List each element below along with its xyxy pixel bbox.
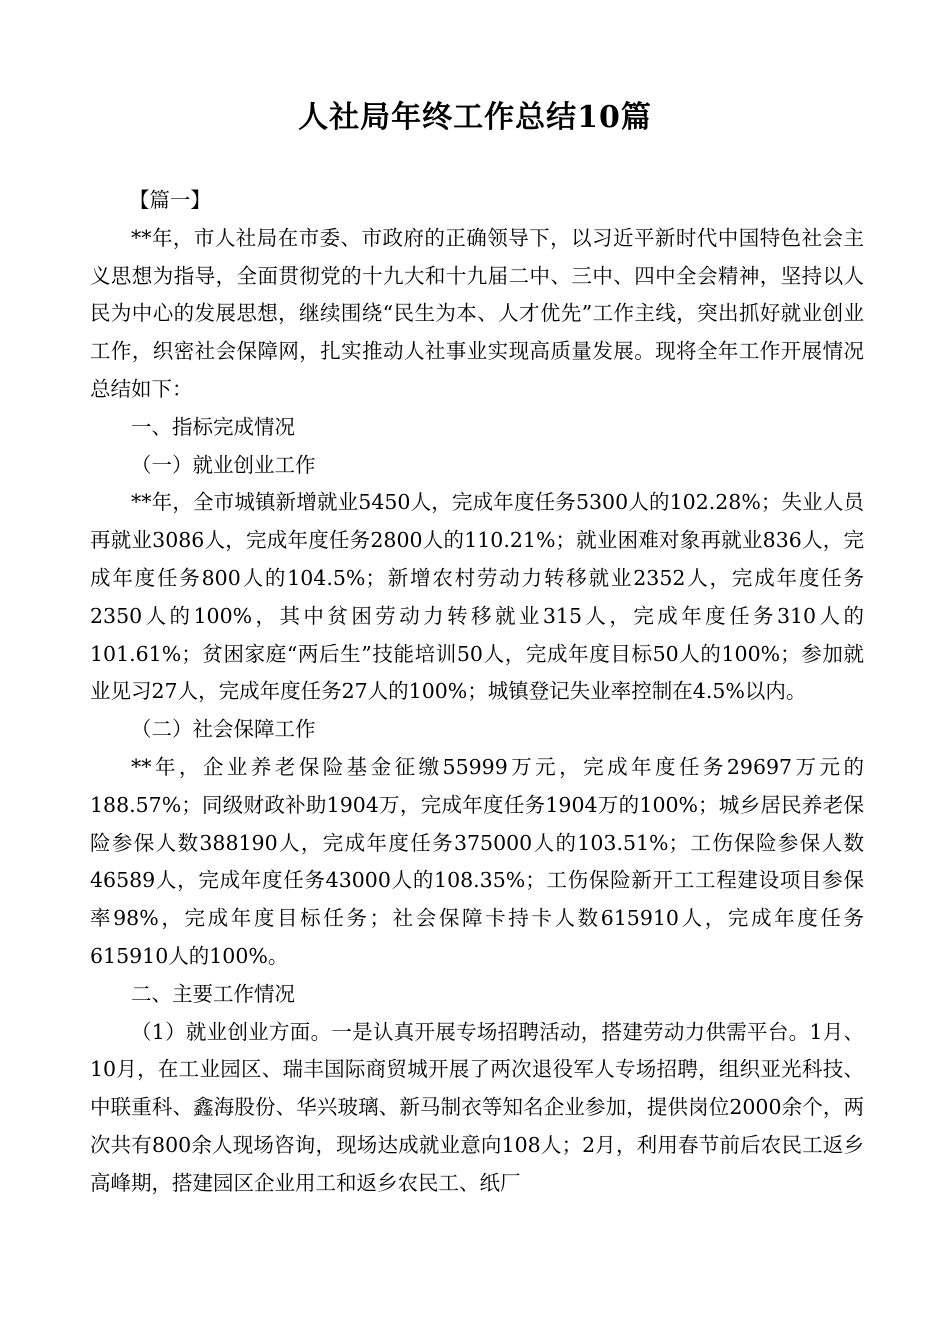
heading-indicators: 一、指标完成情况 xyxy=(131,414,295,439)
social-security-paragraph: **年，企业养老保险基金征缴55999万元，完成年度任务29697万元的188.57%；同级财政补助1904万，完成年度任务1904万的100%；城乡居民养老保险参保人数388190人，完成年度任务375000人的103.51%；工伤保险参保人数46589人，完成年度任务43000人的108.35%；工伤保险新开工工程建设项目参保率98%，完成年度目标任务；社会保障卡持卡人数615910人，完成年度任务615910人的100%。 xyxy=(90,754,864,968)
heading-main-work: 二、主要工作情况 xyxy=(131,981,295,1006)
document-title: 人社局年终工作总结10篇 xyxy=(298,100,652,135)
intro-paragraph: **年，市人社局在市委、市政府的正确领导下，以习近平新时代中国特色社会主义思想为指导，全面贯彻党的十九大和十九届二中、三中、四中全会精神，坚持以人民为中心的发展思想，继续围绕“民生为本、人才优先”工作主线，突出抓好就业创业工作，织密社会保障网，扎实推动人社事业实现高质量发展。现将全年工作开展情况总结如下： xyxy=(90,225,864,401)
document-body xyxy=(90,182,864,1203)
section-heading: 【篇一】 xyxy=(128,188,211,212)
subheading-employment: （一）就业创业工作 xyxy=(131,452,316,477)
main-work-paragraph: （1）就业创业方面。一是认真开展专场招聘活动，搭建劳动力供需平台。1月、10月，在工业园区、瑞丰国际商贸城开展了两次退役军人专场招聘，组织亚光科技、中联重科、鑫海股份、华兴玻璃、新马制衣等知名企业参加，提供岗位2000余个，两次共有800余人现场咨询，现场达成就业意向108人；2月，利用春节前后农民工返乡高峰期，搭建园区企业用工和返乡农民工、纸厂 xyxy=(90,1019,864,1195)
employment-paragraph: **年，全市城镇新增就业5450人，完成年度任务5300人的102.28%；失业人员再就业3086人，完成年度任务2800人的110.21%；就业困难对象再就业836人，完成年度任务800人的104.5%；新增农村劳动力转移就业2352人，完成年度任务2350人的100%，其中贫困劳动力转移就业315人，完成年度任务310人的101.61%；贫困家庭“两后生”技能培训50人，完成年度目标50人的100%；参加就业见习27人，完成年度任务27人的100%；城镇登记失业率控制在4.5%以内。 xyxy=(90,490,864,704)
subheading-social-security: （二）社会保障工作 xyxy=(131,717,316,742)
